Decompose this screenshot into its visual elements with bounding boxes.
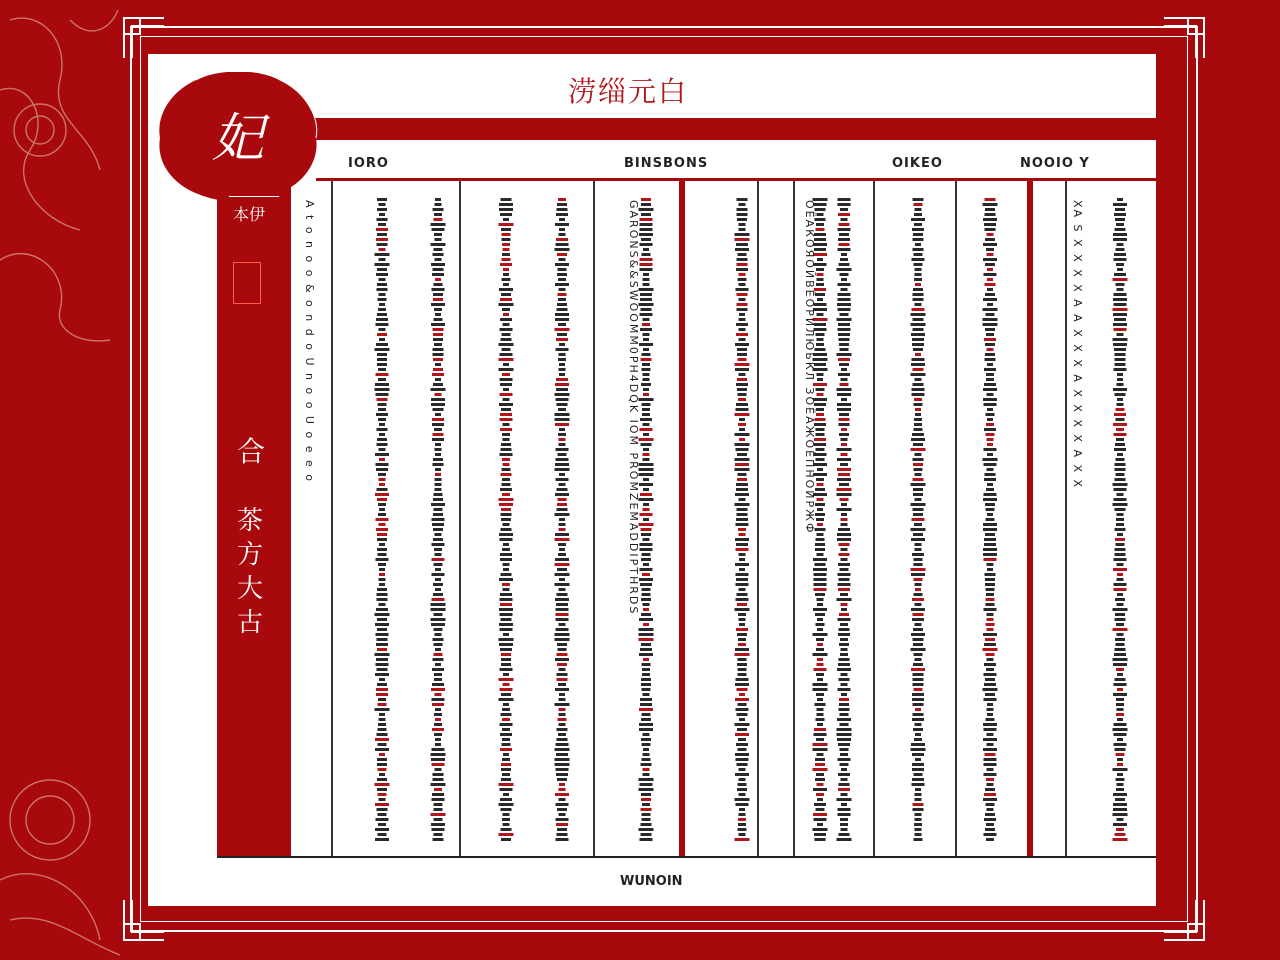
script-strip (499, 198, 514, 841)
column-header: OIKEO (892, 156, 943, 171)
panel-bottom-text: 茶方大古 (237, 506, 264, 638)
page-title: 涝缁元白 (568, 75, 689, 108)
table-bottom-rule (217, 856, 1156, 858)
panel-divider (229, 196, 279, 197)
script-strip (639, 198, 654, 841)
seal-glyph: 妃 (211, 109, 264, 169)
page-footer: WUNOIN (620, 874, 683, 889)
column-text: ОЁАКОЯОЙВЁОРИЛЮЬКЛ ЗОЁАЖОЁПНОЙРЖФ (803, 200, 816, 535)
column-text: XA S X X X X A A X X X A X X X X A X X (1071, 200, 1084, 490)
column-text: A t o n o o & o n d o U n o o U o e e o (303, 200, 316, 483)
script-strip (431, 198, 446, 841)
record-table (291, 180, 1156, 858)
column-header-row (148, 140, 1156, 180)
script-strip (1113, 198, 1128, 841)
column-header: BINSBONS (624, 156, 709, 171)
frame-corner-icon (1162, 898, 1208, 944)
script-strip (735, 198, 750, 841)
column-text: GARONS&&SWOOMM0PH4DQK IOM PROMZEMADDIPTHRDS (627, 200, 640, 616)
floral-ornament-icon (0, 0, 120, 360)
title-underline-band (308, 118, 1156, 140)
script-strip (983, 198, 998, 841)
script-texture (291, 180, 1156, 858)
floral-ornament-icon (0, 740, 140, 960)
script-strip (375, 198, 390, 841)
script-strip (911, 198, 926, 841)
column-header: NOOIO Y (1020, 156, 1090, 171)
panel-seal-box (233, 262, 261, 304)
frame-corner-icon (1162, 14, 1208, 60)
column-header: IORO (348, 156, 389, 171)
panel-top-text: 本伊 (233, 205, 266, 224)
panel-mid-text: 合 (237, 435, 266, 468)
left-side-panel (217, 176, 291, 858)
script-strip (837, 198, 852, 841)
script-strip (555, 198, 570, 841)
